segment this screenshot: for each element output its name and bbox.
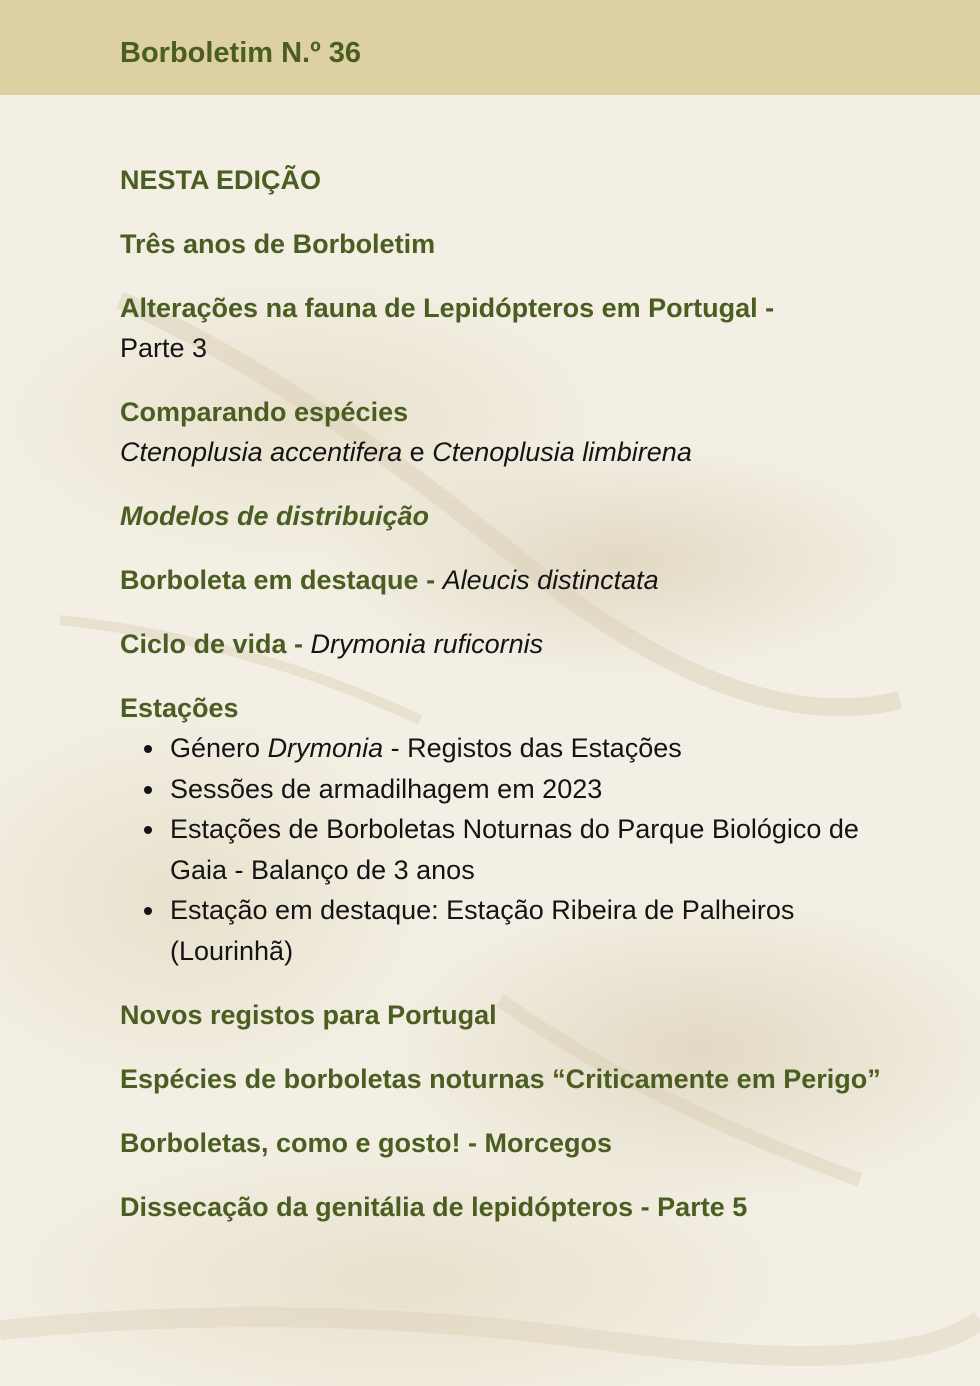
bullet-icon: [144, 745, 152, 753]
toc-item: Dissecação da genitália de lepidópteros - Parte 5: [120, 1192, 748, 1222]
toc-item: Novos registos para Portugal: [120, 1000, 497, 1030]
toc-heading: NESTA EDIÇÃO: [120, 165, 322, 195]
toc-item: Ciclo de vida - Drymonia ruficornis: [120, 629, 544, 659]
bullet-icon: [144, 786, 152, 794]
toc-item: Três anos de Borboletim: [120, 229, 436, 259]
toc-item: Estações Género Drymonia - Registos das Estações Sessões de armadilhagem em 2023 Estações de Borboletas Noturnas do Parque Biológico de Gaia - Balanço de 3 anos Estação em destaque: Estação Ribeira de Palheiros (Lourinhã): [120, 688, 900, 971]
list-item: Sessões de armadilhagem em 2023: [170, 769, 900, 810]
list-item: Estações de Borboletas Noturnas do Parque Biológico de Gaia - Balanço de 3 anos: [170, 809, 900, 890]
header-band: [0, 0, 980, 95]
bullet-icon: [144, 907, 152, 915]
stations-list: [120, 728, 900, 971]
toc-item: Alterações na fauna de Lepidópteros em Portugal - Parte 3: [120, 293, 775, 363]
toc-item: Espécies de borboletas noturnas “Criticamente em Perigo”: [120, 1064, 881, 1094]
toc-item: Comparando espécies Ctenoplusia accentifera e Ctenoplusia limbirena: [120, 397, 692, 467]
newsletter-title: Borboletim N.º 36: [120, 37, 362, 69]
toc-item: Borboleta em destaque - Aleucis distinctata: [120, 565, 659, 595]
table-of-contents: [120, 160, 900, 1227]
bullet-icon: [144, 826, 152, 834]
list-item: Estação em destaque: Estação Ribeira de Palheiros (Lourinhã): [170, 890, 900, 971]
toc-item: Borboletas, como e gosto! - Morcegos: [120, 1128, 613, 1158]
list-item: Género Drymonia - Registos das Estações: [170, 728, 900, 769]
toc-item: Modelos de distribuição: [120, 501, 430, 531]
